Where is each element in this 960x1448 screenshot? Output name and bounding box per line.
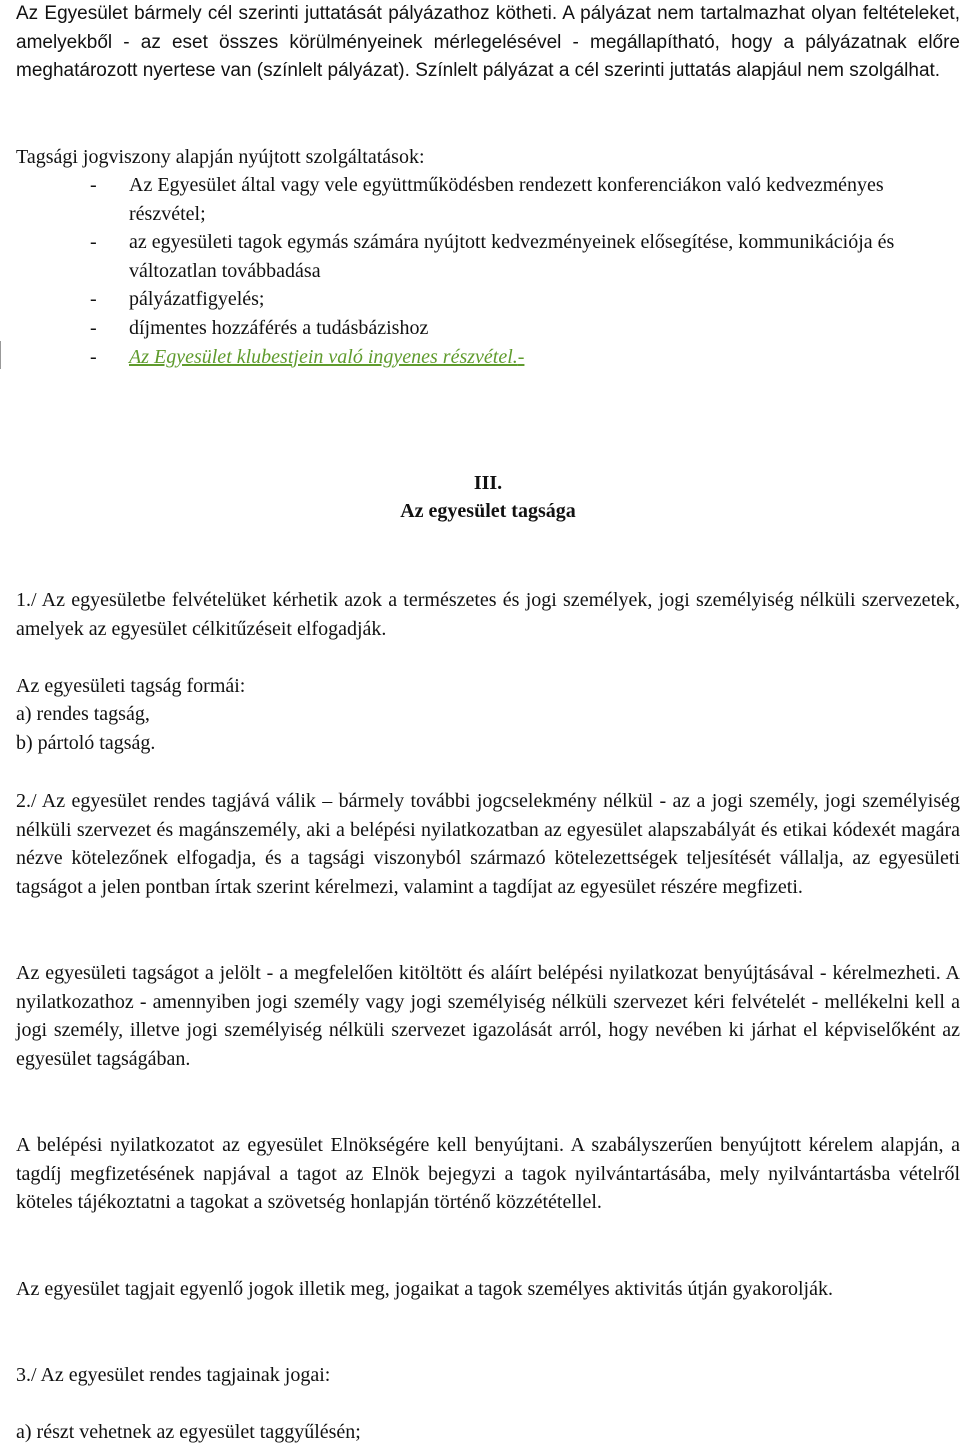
change-bar [0,341,1,369]
paragraph-7: a) részt vehetnek az egyesület taggyűlésén; [16,1421,361,1443]
paragraph-6: 3./ Az egyesület rendes tagjainak jogai: [16,1364,331,1386]
inserted-list-item: - Az Egyesület klubestjein való ingyenes részvétel.- [90,345,525,368]
form-b: b) pártoló tagság. [16,732,156,754]
paragraph-2: 2./ Az egyesület rendes tagjává válik – bármely további jogcselekmény nélkül - az a jogi személy, jogi személyiség nélküli szervezet és magánszemély, aki a belépési nyilatkozatban az egyesület alapszabályát és etikai kódexét magára nézve kötelezőnek elfogadja, és a tagsági viszonyból származó kötelezettségek teljesítését vállalja, az egyesületi tagságot a jelen pontban írtak szerint kérelmezi, valamint a tagdíjat az egyesület részére megfizeti. [16,790,960,898]
list-item: - pályázatfigyelés; [90,288,265,311]
paragraph-3: Az egyesületi tagságot a jelölt - a megfelelően kitöltött és aláírt belépési nyilatkozat benyújtásával - kérelmezheti. A nyilatkozathoz - amennyiben jogi személy vagy jogi személyiség nélküli szervezet kéri felvételét - mellékelni kell a jogi személy, illetve jogi személyiség nélküli szervezet igazolását arról, hogy nevében ki járhat el képviselőként az egyesület tagságában. [16,962,960,1070]
paragraph-4: A belépési nyilatkozatot az egyesület Elnökségére kell benyújtani. A szabályszerűen benyújtott kérelem alapján, a tagdíj megfizetésének napjával a tagot az Elnök bejegyzi a tagok nyilvántartásába, mely nyilvántartásba vételről köteles tájékoztatni a tagokat a szövetség honlapján történő közzététellel. [16,1134,960,1214]
services-list [16,171,919,371]
form-a: a) rendes tagság, [16,703,150,725]
section-title: Az egyesület tagsága [400,500,576,522]
list-item: - az egyesületi tagok egymás számára nyújtott kedvezményeinek elősegítése, kommunikációja és változatlan továbbadása [90,231,895,282]
intro-paragraph: Az Egyesület bármely cél szerinti juttatását pályázathoz kötheti. A pályázat nem tartalmazhat olyan feltételeket, amelyekből - az eset összes körülményeinek mérlegelésével - megállapítható, hogy a pályázatnak előre meghatározott nyertese van (színlelt pályázat). Színlelt pályázat a cél szerinti juttatás alapjául nem szolgálhat. [16,3,960,82]
tracked-insertion: Az Egyesület klubestjein való ingyenes részvétel. [129,345,518,368]
paragraph-1: 1./ Az egyesületbe felvételüket kérhetik azok a természetes és jogi személyek, jogi személyiség nélküli szervezetek, amelyek az egyesület célkitűzéseit elfogadják. [16,589,960,640]
paragraph-5: Az egyesület tagjait egyenlő jogok illetik meg, jogaikat a tagok személyes aktivitás útján gyakorolják. [16,1278,833,1300]
section-number: III. [473,472,503,494]
services-heading: Tagsági jogviszony alapján nyújtott szolgáltatások: [16,146,425,168]
forms-heading: Az egyesületi tagság formái: [16,675,246,697]
list-item: - díjmentes hozzáférés a tudásbázishoz [90,316,429,339]
list-item: - Az Egyesület által vagy vele együttműködésben rendezett konferenciákon való kedvezményes részvétel; [90,174,884,225]
